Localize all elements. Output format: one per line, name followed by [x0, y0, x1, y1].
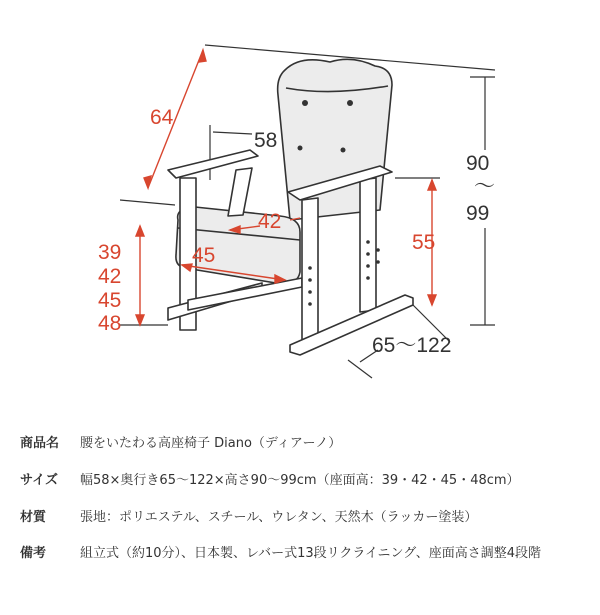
seat-depth-label: 45: [192, 244, 216, 267]
seat-height-ext-top: [120, 200, 175, 205]
depth-arrow-bottom: [144, 176, 151, 188]
seat-height-1: 39: [98, 241, 122, 264]
spec-label-material: 材質: [20, 510, 47, 525]
seat-height-arrow-bottom: [136, 315, 144, 325]
depth-range-ext-left: [348, 360, 372, 378]
seat-height-4: 48: [98, 312, 122, 335]
armrest-height-label: 55: [412, 231, 436, 254]
right-front-leg: [302, 198, 318, 347]
right-back-leg: [360, 178, 376, 312]
height-separator: 〜: [474, 175, 495, 198]
spec-value-material: 張地：ポリエステル、スチール、ウレタン、天然木（ラッカー塗装）: [80, 510, 478, 525]
spec-value-notes: 組立式（約10分）、日本製、レバー式13段リクライニング、座面高さ調整4段階: [80, 546, 541, 561]
seat-width-label: 42: [258, 210, 282, 233]
width-label: 58: [254, 129, 278, 152]
spec-label-notes: 備考: [20, 546, 47, 561]
spec-label-size: サイズ: [20, 473, 58, 488]
seat-height-2: 42: [98, 265, 122, 288]
left-back-post: [228, 168, 252, 216]
seat-height-arrow-top: [136, 226, 144, 236]
armrest-arrow-top: [428, 180, 436, 190]
depth-range-label: 65〜122: [372, 334, 452, 357]
depth-label: 64: [150, 106, 174, 129]
spec-value-name: 腰をいたわる高座椅子 Diano（ディアーノ）: [80, 436, 342, 451]
left-base-brace: [188, 278, 302, 310]
spec-value-size: 幅58×奥行き65〜122×高さ90〜99cm（座面高：39・42・45・48cm）: [80, 473, 520, 488]
seat-height-3: 45: [98, 289, 122, 312]
armrest-arrow-bottom: [428, 295, 436, 305]
width-dim-line-left: [213, 132, 252, 134]
spec-label-name: 商品名: [20, 436, 60, 451]
height-top-label: 90: [466, 152, 490, 175]
height-bottom-label: 99: [466, 202, 490, 225]
